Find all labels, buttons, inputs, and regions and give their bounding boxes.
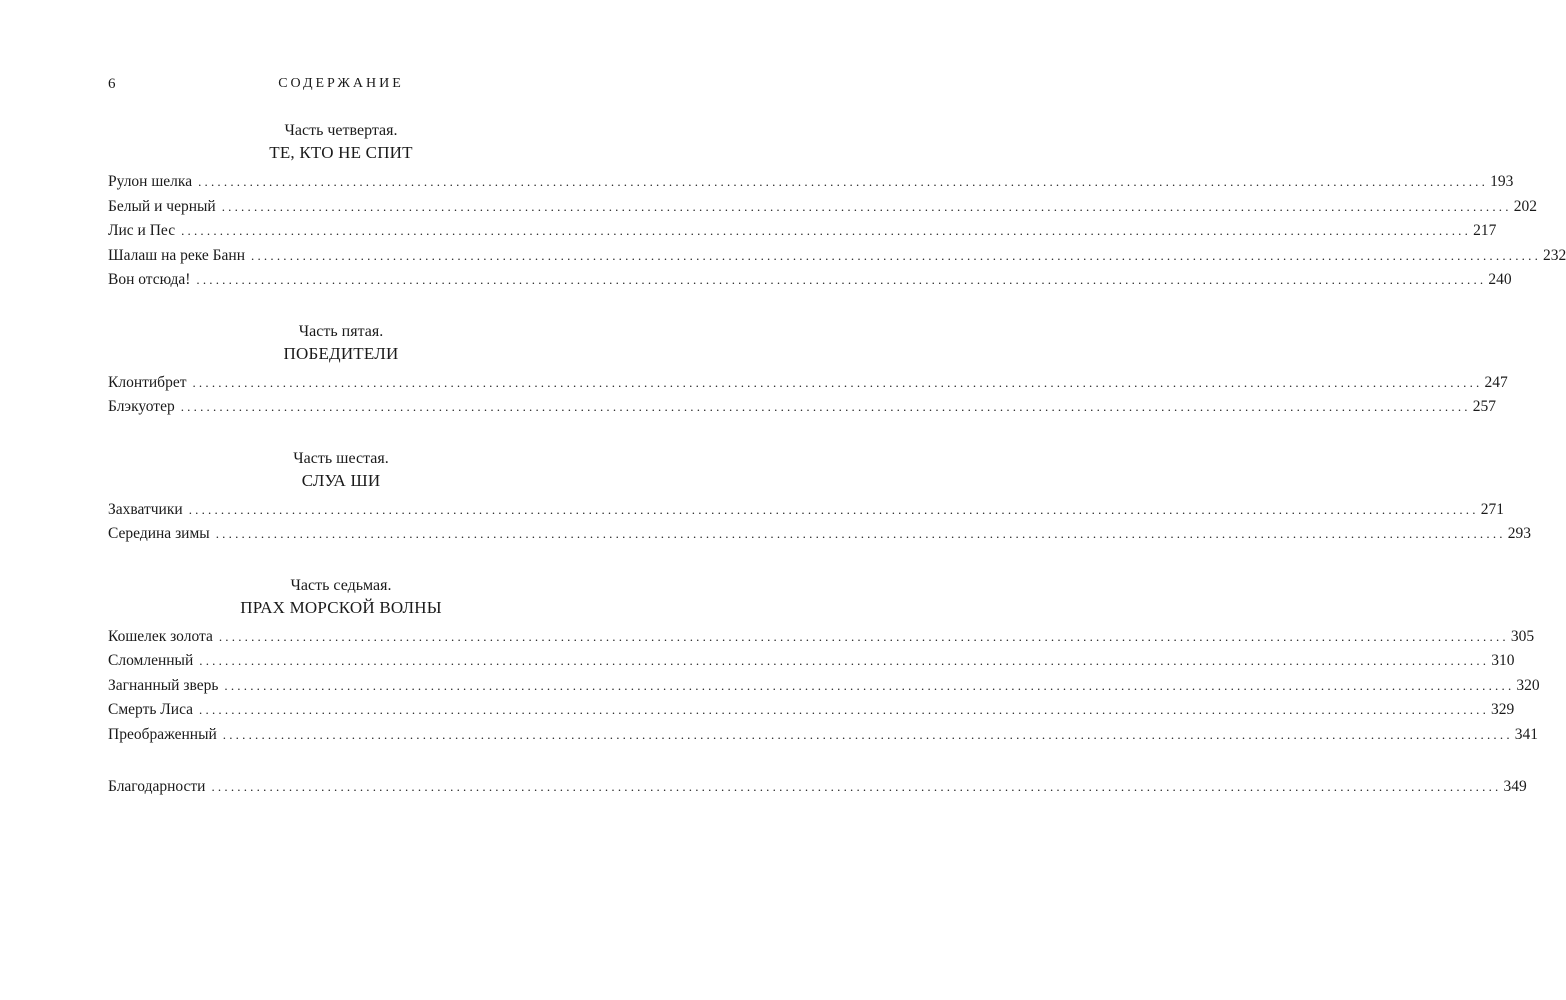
- part-section: [108, 120, 1566, 293]
- entry-page: 271: [1480, 500, 1504, 518]
- toc-entry: [108, 195, 1537, 220]
- part-section: [108, 448, 1531, 547]
- entry-title: Клонтибрет: [108, 373, 187, 391]
- entry-title: Захватчики: [108, 500, 183, 518]
- dot-leader: ........................................................................................................................................................................................................: [192, 374, 1483, 390]
- part-title: ПОБЕДИТЕЛИ: [283, 343, 399, 363]
- page-header: [108, 76, 574, 96]
- toc-entry: [108, 649, 1515, 674]
- dot-leader: ........................................................................................................................................................................................................: [196, 272, 1487, 287]
- entry-page: 329: [1491, 701, 1515, 718]
- part-title: СЛУА ШИ: [301, 470, 381, 490]
- entry-page: 320: [1516, 676, 1540, 694]
- dot-leader: ........................................................................................................................................................................................................: [222, 726, 1513, 742]
- entry-title: Середина зимы: [108, 525, 210, 542]
- part-section: [108, 575, 1540, 748]
- part-title: ПРАХ МОРСКОЙ ВОЛНЫ: [240, 597, 442, 617]
- part-label: Часть четвертая.: [284, 122, 398, 139]
- toc-entry: [108, 625, 1535, 650]
- dot-leader: ........................................................................................................................................................................................................: [221, 198, 1512, 214]
- entry-title: Преображенный: [108, 725, 217, 743]
- entry-title: Белый и черный: [108, 197, 216, 215]
- page-number: 6: [108, 76, 116, 92]
- toc-entry: [108, 219, 1497, 244]
- dot-leader: ........................................................................................................................................................................................................: [198, 174, 1489, 189]
- entry-title: Блэкуотер: [108, 398, 175, 415]
- toc-entry: [108, 723, 1539, 748]
- entry-title: Кошелек золота: [108, 627, 213, 645]
- entry-page: 305: [1510, 627, 1535, 645]
- dot-leader: ........................................................................................................................................................................................................: [215, 526, 1506, 541]
- entry-title: Благодарности: [108, 778, 206, 795]
- dot-leader: ........................................................................................................................................................................................................: [199, 702, 1490, 717]
- entry-page: 341: [1514, 725, 1539, 743]
- dot-leader: ........................................................................................................................................................................................................: [181, 223, 1472, 238]
- entry-title: Шалаш на реке Банн: [108, 246, 246, 264]
- toc-entry: [108, 498, 1504, 523]
- dot-leader: ........................................................................................................................................................................................................: [218, 628, 1509, 644]
- dot-leader: ........................................................................................................................................................................................................: [199, 653, 1490, 668]
- entry-page: 240: [1488, 271, 1512, 288]
- toc-entry: [108, 371, 1508, 396]
- entry-page: 217: [1473, 222, 1497, 239]
- entry-page: 247: [1484, 373, 1508, 391]
- toc-entry: [108, 268, 1512, 293]
- entry-title: Рулон шелка: [108, 173, 193, 190]
- dot-leader: ........................................................................................................................................................................................................: [188, 501, 1479, 517]
- toc-entry-acknowledgements: [108, 775, 1527, 800]
- entry-title: Смерть Лиса: [108, 701, 194, 718]
- dot-leader: ........................................................................................................................................................................................................: [224, 677, 1515, 693]
- entry-title: Лис и Пес: [108, 222, 176, 239]
- entry-page: 310: [1491, 652, 1515, 669]
- part-label: Часть пятая.: [298, 322, 384, 340]
- entry-page: 232: [1543, 246, 1566, 264]
- running-title: СОДЕРЖАНИЕ: [278, 76, 404, 91]
- toc-entry: [108, 522, 1531, 547]
- toc-entry: [108, 698, 1515, 723]
- toc-entry: [108, 170, 1514, 195]
- entry-page: 257: [1472, 398, 1496, 415]
- part-section: [108, 321, 1508, 420]
- dot-leader: ........................................................................................................................................................................................................: [180, 399, 1471, 414]
- entry-page: 193: [1490, 173, 1514, 190]
- toc-entry: [108, 395, 1496, 420]
- toc-entry: [108, 244, 1566, 269]
- entry-title: Вон отсюда!: [108, 271, 191, 288]
- table-of-contents: [108, 120, 1566, 800]
- entry-page: 293: [1507, 525, 1531, 542]
- part-label: Часть седьмая.: [290, 576, 392, 594]
- dot-leader: ........................................................................................................................................................................................................: [211, 779, 1502, 794]
- part-title: ТЕ, КТО НЕ СПИТ: [269, 143, 413, 162]
- dot-leader: ........................................................................................................................................................................................................: [251, 247, 1542, 263]
- entry-page: 202: [1513, 197, 1537, 215]
- entry-title: Сломленный: [108, 652, 194, 669]
- toc-entry: [108, 674, 1540, 699]
- part-label: Часть шестая.: [293, 449, 389, 467]
- entry-title: Загнанный зверь: [108, 676, 219, 694]
- entry-page: 349: [1503, 778, 1527, 795]
